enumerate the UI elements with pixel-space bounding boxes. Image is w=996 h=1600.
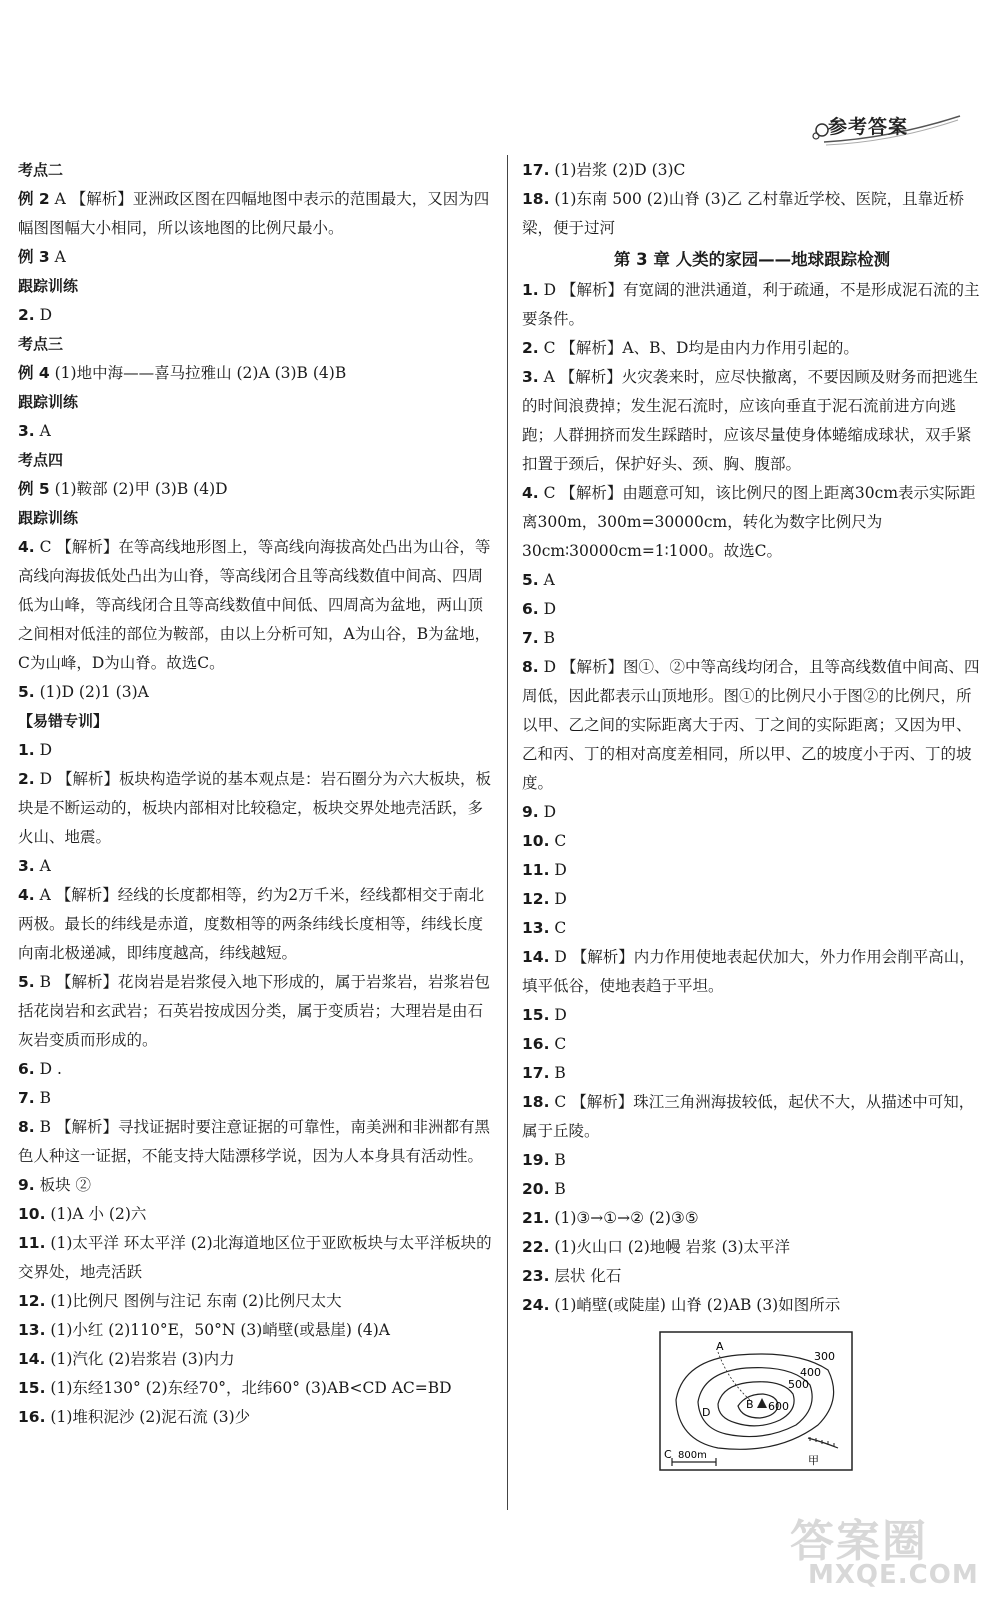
answer-text: (1)岩浆 (2)D (3)C bbox=[554, 161, 686, 179]
answer-number: 2. bbox=[18, 306, 35, 324]
answer-text: C 【解析】由题意可知，该比例尺的图上距离30cm表示实际距离300m，300m=30000cm，转化为数字比例尺为30cm∶30000cm=1∶1000。故选C。 bbox=[522, 484, 976, 560]
answer-entry bbox=[18, 475, 496, 504]
answer-entry bbox=[522, 1262, 982, 1291]
answer-text: (1)鞍部 (2)甲 (3)B (4)D bbox=[54, 480, 228, 498]
answer-entry bbox=[522, 1059, 982, 1088]
answer-number: 19. bbox=[522, 1151, 550, 1169]
answer-entry bbox=[18, 736, 496, 765]
answer-text: A 【解析】火灾袭来时，应尽快撤离，不要因顾及财务而把逃生的时间浪费掉；发生泥石流时，应该向垂直于泥石流前进方向逃跑；人群拥挤而发生踩踏时，应该尽量使身体蜷缩成球状，双手紧扣置于颈后，保护好头、颈、胸、腹部。 bbox=[522, 368, 979, 473]
answer-text: 跟踪训练 bbox=[18, 393, 79, 411]
answer-text: D bbox=[554, 890, 567, 908]
answer-number: 6. bbox=[18, 1060, 35, 1078]
answer-text: (1)地中海——喜马拉雅山 (2)A (3)B (4)B bbox=[54, 364, 347, 382]
answer-entry bbox=[18, 1055, 496, 1084]
answer-number: 2. bbox=[522, 339, 539, 357]
answer-entry bbox=[522, 914, 982, 943]
answer-number: 4. bbox=[18, 538, 35, 556]
answer-text: 【易错专训】 bbox=[18, 712, 109, 730]
answer-number: 例 4 bbox=[18, 364, 50, 382]
answer-text: B bbox=[554, 1180, 566, 1198]
point-label-c: C bbox=[664, 1448, 672, 1461]
answer-text: D 【解析】有宽阔的泄洪通道，利于疏通，不是形成泥石流的主要条件。 bbox=[522, 281, 980, 328]
answer-number: 10. bbox=[18, 1205, 46, 1223]
answer-entry bbox=[18, 533, 496, 678]
answer-number: 15. bbox=[18, 1379, 46, 1397]
answer-text: 跟踪训练 bbox=[18, 509, 79, 527]
answer-text: C bbox=[554, 832, 567, 850]
answer-entry bbox=[522, 1204, 982, 1233]
answer-entry bbox=[522, 595, 982, 624]
answer-entry bbox=[18, 1229, 496, 1287]
scale-label: 800m bbox=[678, 1450, 707, 1461]
watermark-logo: 答案圈 bbox=[790, 1516, 928, 1567]
answer-number: 17. bbox=[522, 161, 550, 179]
answer-entry bbox=[522, 156, 982, 185]
answer-entry bbox=[522, 885, 982, 914]
answer-text: D bbox=[554, 861, 567, 879]
answer-number: 2. bbox=[18, 770, 35, 788]
answer-number: 9. bbox=[522, 803, 539, 821]
answer-text: D 【解析】板块构造学说的基本观点是：岩石圈分为六大板块，板块是不断运动的，板块内部相对比较稳定，板块交界处地壳活跃，多火山、地震。 bbox=[18, 770, 491, 846]
answer-number: 4. bbox=[522, 484, 539, 502]
answer-text: D . bbox=[39, 1060, 62, 1078]
point-label-a: A bbox=[716, 1340, 724, 1353]
answer-entry bbox=[18, 1084, 496, 1113]
answer-text: B bbox=[554, 1064, 566, 1082]
answer-entry bbox=[18, 1345, 496, 1374]
answer-entry bbox=[522, 479, 982, 566]
answer-text: D 【解析】内力作用使地表起伏加大，外力作用会削平高山，填平低谷，使地表趋于平坦。 bbox=[522, 948, 975, 995]
answer-number: 16. bbox=[522, 1035, 550, 1053]
answer-number: 24. bbox=[522, 1296, 550, 1314]
answer-text: A bbox=[39, 422, 51, 440]
answer-text: (1)东经130° (2)东经70°，北纬60° (3)AB<CD AC=BD bbox=[50, 1379, 452, 1397]
answer-text: A bbox=[39, 857, 51, 875]
answer-text: D bbox=[39, 306, 53, 324]
answer-text: C bbox=[554, 1035, 567, 1053]
answer-entry bbox=[522, 943, 982, 1001]
answer-entry bbox=[522, 798, 982, 827]
answer-entry bbox=[18, 185, 496, 243]
contour-map-figure bbox=[658, 1330, 854, 1474]
answer-number: 11. bbox=[18, 1234, 46, 1252]
contour-label-400: 400 bbox=[800, 1366, 821, 1379]
answer-text: (1)小红 (2)110°E，50°N (3)峭壁(或悬崖) (4)A bbox=[50, 1321, 390, 1339]
answer-text: D bbox=[39, 741, 53, 759]
answer-number: 17. bbox=[522, 1064, 550, 1082]
answer-number: 18. bbox=[522, 1093, 550, 1111]
column-divider bbox=[507, 155, 508, 1510]
answer-text: D bbox=[543, 803, 557, 821]
answer-entry bbox=[18, 765, 496, 852]
answer-text: B 【解析】花岗岩是岩浆侵入地下形成的，属于岩浆岩，岩浆岩包括花岗岩和玄武岩；石英岩按成因分类，属于变质岩；大理岩是由石灰岩变质而形成的。 bbox=[18, 973, 490, 1049]
village-label: 甲 bbox=[808, 1454, 819, 1467]
watermark-url: MXQE.COM bbox=[808, 1560, 979, 1590]
answer-entry bbox=[522, 1291, 982, 1320]
answer-number: 9. bbox=[18, 1176, 35, 1194]
right-answer-column bbox=[522, 156, 982, 1320]
answer-number: 7. bbox=[522, 629, 539, 647]
answer-number: 13. bbox=[18, 1321, 46, 1339]
answer-entry bbox=[18, 1374, 496, 1403]
answer-entry bbox=[18, 881, 496, 968]
answer-text: 考点二 bbox=[18, 161, 64, 179]
answer-entry bbox=[18, 1287, 496, 1316]
answer-text: D bbox=[554, 1006, 567, 1024]
answer-entry bbox=[18, 388, 496, 417]
answer-entry bbox=[522, 1001, 982, 1030]
answer-entry bbox=[522, 363, 982, 479]
answer-text: C 【解析】A、B、D均是由内力作用引起的。 bbox=[543, 339, 859, 357]
answer-number: 15. bbox=[522, 1006, 550, 1024]
answer-number: 12. bbox=[522, 890, 550, 908]
answer-number: 5. bbox=[18, 973, 35, 991]
answer-entry bbox=[18, 272, 496, 301]
point-label-b: B bbox=[746, 1398, 754, 1411]
answer-text: (1)火山口 (2)地幔 岩浆 (3)太平洋 bbox=[554, 1238, 791, 1256]
answer-entry bbox=[18, 301, 496, 330]
answer-entry bbox=[18, 504, 496, 533]
answer-number: 23. bbox=[522, 1267, 550, 1285]
answer-number: 1. bbox=[18, 741, 35, 759]
answer-entry bbox=[522, 827, 982, 856]
answer-number: 例 2 bbox=[18, 190, 50, 208]
answer-entry bbox=[18, 678, 496, 707]
contour-label-300: 300 bbox=[814, 1350, 835, 1363]
answer-text: 跟踪训练 bbox=[18, 277, 79, 295]
answer-entry bbox=[522, 856, 982, 885]
answer-text: B 【解析】寻找证据时要注意证据的可靠性，南美洲和非洲都有黑色人种这一证据，不能支持大陆漂移学说，因为人本身具有活动性。 bbox=[18, 1118, 490, 1165]
answer-number: 8. bbox=[522, 658, 539, 676]
answer-text: (1)堆积泥沙 (2)泥石流 (3)少 bbox=[50, 1408, 251, 1426]
answer-text: 第 3 章 人类的家园——地球跟踪检测 bbox=[613, 250, 891, 269]
answer-entry bbox=[18, 1403, 496, 1432]
answer-number: 16. bbox=[18, 1408, 46, 1426]
answer-number: 20. bbox=[522, 1180, 550, 1198]
answer-text: (1)比例尺 图例与注记 东南 (2)比例尺太大 bbox=[50, 1292, 342, 1310]
answer-entry bbox=[522, 1175, 982, 1204]
answer-entry bbox=[522, 1146, 982, 1175]
answer-entry bbox=[18, 417, 496, 446]
answer-text: (1)峭壁(或陡崖) 山脊 (2)AB (3)如图所示 bbox=[554, 1296, 841, 1314]
answer-number: 6. bbox=[522, 600, 539, 618]
answer-text: (1)太平洋 环太平洋 (2)北海道地区位于亚欧板块与太平洋板块的交界处，地壳活跃 bbox=[18, 1234, 492, 1281]
answer-entry bbox=[522, 1030, 982, 1059]
answer-entry bbox=[522, 653, 982, 798]
answer-entry bbox=[522, 1088, 982, 1146]
answer-text: 考点三 bbox=[18, 335, 64, 353]
answer-number: 3. bbox=[18, 857, 35, 875]
answer-number: 4. bbox=[18, 886, 35, 904]
answer-text: B bbox=[543, 629, 556, 647]
answer-text: (1)D (2)1 (3)A bbox=[39, 683, 149, 701]
answer-key-badge: 参考答案 bbox=[828, 116, 909, 138]
answer-entry bbox=[522, 566, 982, 595]
answer-text: (1)③→①→② (2)③⑤ bbox=[554, 1209, 699, 1227]
answer-text: 层状 化石 bbox=[554, 1267, 622, 1285]
answer-text: A bbox=[543, 571, 555, 589]
answer-text: 板块 ② bbox=[39, 1176, 92, 1194]
answer-number: 3. bbox=[18, 422, 35, 440]
answer-number: 7. bbox=[18, 1089, 35, 1107]
answer-entry bbox=[18, 243, 496, 272]
answer-text: A bbox=[54, 248, 66, 266]
answer-entry bbox=[522, 1233, 982, 1262]
answer-number: 5. bbox=[18, 683, 35, 701]
answer-text: (1)汽化 (2)岩浆岩 (3)内力 bbox=[50, 1350, 235, 1368]
answer-text: C bbox=[554, 919, 567, 937]
answer-number: 5. bbox=[522, 571, 539, 589]
answer-number: 21. bbox=[522, 1209, 550, 1227]
answer-text: B bbox=[554, 1151, 566, 1169]
point-label-d: D bbox=[702, 1406, 711, 1419]
answer-text: A 【解析】经线的长度都相等，约为2万千米，经线都相交于南北两极。最长的纬线是赤道，度数相等的两条纬线长度相等，纬线长度向南北极递减，即纬度越高，纬线越短。 bbox=[18, 886, 485, 962]
left-answer-column bbox=[18, 156, 496, 1432]
answer-text: (1)A 小 (2)六 bbox=[50, 1205, 147, 1223]
answer-text: C 【解析】在等高线地形图上，等高线向海拔高处凸出为山谷，等高线向海拔低处凸出为山脊，等高线闭合且等高线数值中间高、四周低为山峰，等高线闭合且等高线数值中间低、四周高为盆地，两山顶之间相对低洼的部位为鞍部，由以上分析可知，A为山谷，B为盆地，C为山峰，D为山脊。故选C。 bbox=[18, 538, 491, 672]
answer-text: 考点四 bbox=[18, 451, 64, 469]
answer-entry bbox=[18, 707, 496, 736]
answer-number: 例 5 bbox=[18, 480, 50, 498]
answer-entry bbox=[18, 1113, 496, 1171]
answer-number: 11. bbox=[522, 861, 550, 879]
answer-entry bbox=[18, 1316, 496, 1345]
answer-number: 1. bbox=[522, 281, 539, 299]
answer-entry bbox=[18, 968, 496, 1055]
answer-entry bbox=[18, 156, 496, 185]
contour-label-600: 600 bbox=[768, 1400, 789, 1413]
answer-entry bbox=[18, 330, 496, 359]
answer-number: 3. bbox=[522, 368, 539, 386]
answer-number: 10. bbox=[522, 832, 550, 850]
answer-text: B bbox=[39, 1089, 52, 1107]
answer-entry bbox=[522, 334, 982, 363]
answer-number: 14. bbox=[522, 948, 550, 966]
answer-entry bbox=[522, 185, 982, 243]
answer-entry bbox=[522, 276, 982, 334]
answer-number: 14. bbox=[18, 1350, 46, 1368]
answer-entry bbox=[18, 359, 496, 388]
answer-entry bbox=[18, 852, 496, 881]
answer-number: 例 3 bbox=[18, 248, 50, 266]
answer-number: 8. bbox=[18, 1118, 35, 1136]
answer-number: 13. bbox=[522, 919, 550, 937]
answer-entry bbox=[522, 245, 982, 274]
answer-number: 22. bbox=[522, 1238, 550, 1256]
answer-number: 12. bbox=[18, 1292, 46, 1310]
contour-label-500: 500 bbox=[788, 1378, 809, 1391]
answer-entry bbox=[522, 624, 982, 653]
answer-text: D 【解析】图①、②中等高线均闭合，且等高线数值中间高、四周低，因此都表示山顶地形。图①的比例尺小于图②的比例尺，所以甲、乙之间的实际距离大于丙、丁之间的实际距离；又因为甲、乙和丙、丁的相对高度差相同，所以甲、乙的坡度小于丙、丁的坡度。 bbox=[522, 658, 980, 792]
answer-entry bbox=[18, 1200, 496, 1229]
answer-text: A 【解析】亚洲政区图在四幅地图中表示的范围最大，又因为四幅图图幅大小相同，所以该地图的比例尺最小。 bbox=[18, 190, 490, 237]
answer-entry bbox=[18, 1171, 496, 1200]
answer-text: D bbox=[543, 600, 557, 618]
answer-entry bbox=[18, 446, 496, 475]
answer-text: C 【解析】珠江三角洲海拔较低，起伏不大，从描述中可知，属于丘陵。 bbox=[522, 1093, 975, 1140]
answer-text: (1)东南 500 (2)山脊 (3)乙 乙村靠近学校、医院，且靠近桥梁，便于过河 bbox=[522, 190, 965, 237]
answer-number: 18. bbox=[522, 190, 550, 208]
